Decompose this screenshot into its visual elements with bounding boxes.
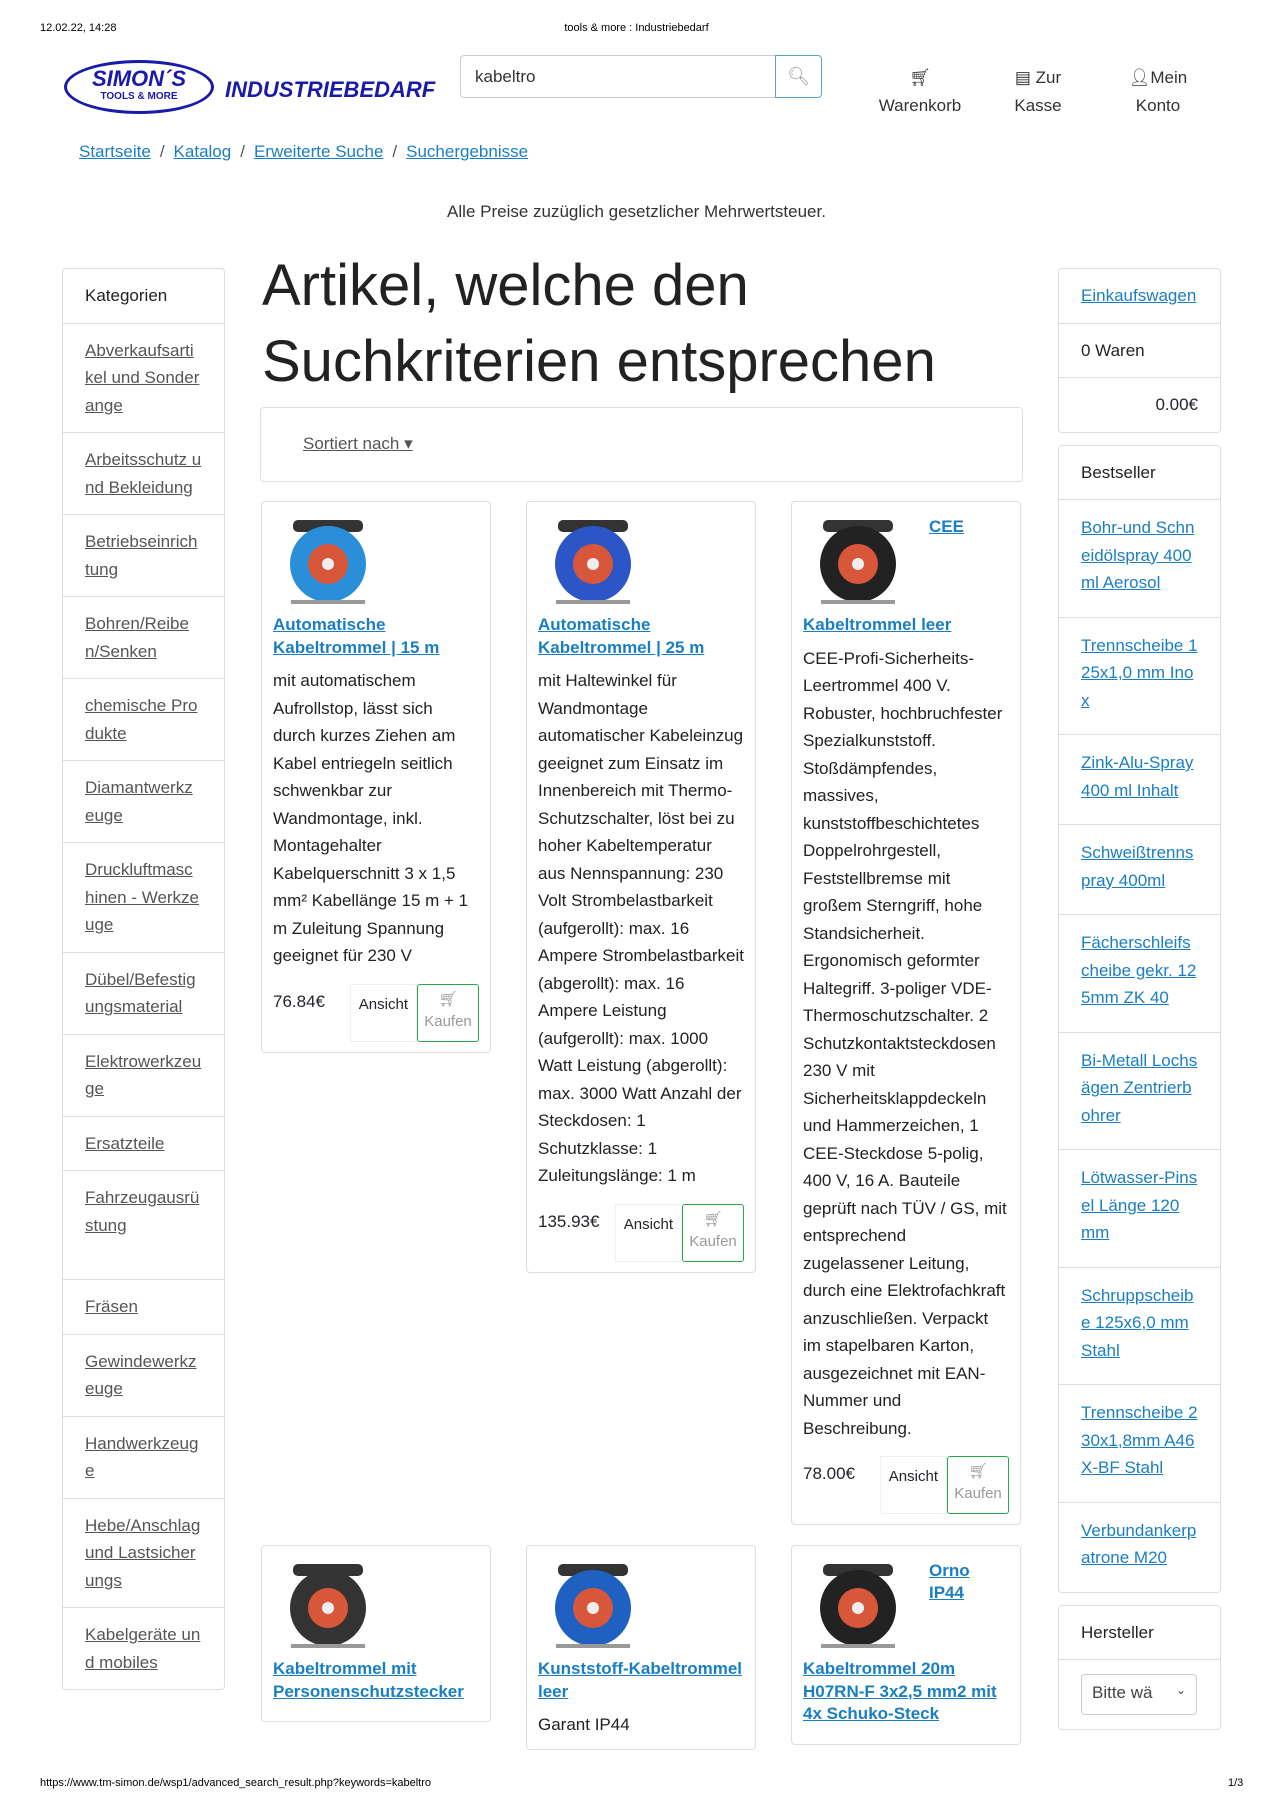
vat-note: Alle Preise zuzüglich gesetzlicher Mehrwertsteuer.	[447, 202, 826, 221]
bestseller-link[interactable]: Trennscheibe 125x1,0 mm Inox	[1081, 635, 1198, 710]
category-item[interactable]	[63, 432, 224, 514]
product-price: 76.84€	[273, 991, 325, 1011]
categories-title: Kategorien	[85, 286, 168, 305]
category-link[interactable]: Gewindewerkzeuge	[85, 1351, 197, 1398]
print-url: https://www.tm-simon.de/wsp1/advanced_search_result.php?keywords=kabeltro	[40, 1777, 432, 1789]
category-item[interactable]	[63, 1034, 224, 1116]
category-link[interactable]: Diamantwerkzeuge	[85, 778, 193, 825]
product-price: 78.00€	[803, 1464, 855, 1483]
cart-total: 0.00€	[1059, 377, 1220, 432]
category-link[interactable]: Betriebseinrichtung	[85, 532, 198, 579]
category-item[interactable]	[63, 1498, 224, 1608]
bestseller-item[interactable]	[1059, 617, 1220, 735]
cart-icon: 🛒︎	[703, 1210, 723, 1228]
sort-dropdown[interactable]: Sortiert nach ▾	[303, 434, 413, 453]
buy-button[interactable]	[417, 984, 479, 1042]
breadcrumb-katalog[interactable]: Katalog	[173, 142, 232, 161]
logo[interactable]	[64, 60, 214, 114]
category-item[interactable]	[63, 1416, 224, 1498]
view-button[interactable]: Ansicht	[615, 1204, 682, 1262]
buy-label: Kaufen	[954, 1485, 1002, 1502]
category-link[interactable]: Ersatzteile	[85, 1133, 165, 1153]
product-image[interactable]	[273, 1556, 388, 1654]
category-item[interactable]	[63, 1279, 224, 1334]
nav-cart-label: Warenkorb	[878, 96, 962, 115]
view-button[interactable]: Ansicht	[350, 984, 417, 1042]
bestseller-item[interactable]	[1059, 734, 1220, 824]
nav-checkout[interactable]	[1000, 64, 1076, 120]
bestseller-link[interactable]: Bi-Metall Lochsägen Zentrierbohrer	[1081, 1050, 1198, 1125]
product-image[interactable]	[538, 1556, 653, 1654]
category-item[interactable]	[63, 1607, 224, 1689]
product-title-link[interactable]: Kabeltrommel 20m H07RN-F 3x2,5 mm2 mit 4x Schuko-Steck	[803, 1659, 997, 1723]
buy-button[interactable]	[947, 1456, 1009, 1514]
product-title-link[interactable]: Kunststoff-Kabeltrommel leer	[538, 1659, 743, 1701]
cart-panel	[1058, 268, 1221, 433]
bestseller-link[interactable]: Trennscheibe 230x1,8mm A46X-BF Stahl	[1081, 1403, 1198, 1477]
buy-label: Kaufen	[689, 1232, 737, 1250]
nav-checkout-l2: Kasse	[1014, 96, 1062, 115]
category-link[interactable]: Hebe/Anschlag und Lastsicherungs	[85, 1515, 201, 1590]
sort-bar	[260, 407, 1023, 482]
search-button[interactable]	[775, 55, 822, 98]
categories-panel	[62, 268, 225, 1690]
print-page: 1/3	[1228, 1777, 1244, 1789]
chevron-down-icon: ⌄	[1175, 1683, 1186, 1697]
category-item[interactable]	[63, 514, 224, 596]
manufacturer-title: Hersteller	[1081, 1622, 1154, 1642]
category-item[interactable]	[63, 678, 224, 760]
breadcrumb-erweiterte-suche[interactable]: Erweiterte Suche	[253, 142, 384, 161]
category-item[interactable]	[63, 760, 224, 842]
product-card	[261, 501, 491, 1053]
product-description: Garant IP44	[538, 1715, 630, 1734]
product-title-link[interactable]: Kabeltrommel mit Personenschutzstecker	[273, 1659, 464, 1701]
nav-account-l1: Mein	[1150, 68, 1188, 87]
product-title-link[interactable]: Kabeltrommel leer	[803, 615, 952, 634]
view-button[interactable]: Ansicht	[880, 1456, 947, 1514]
breadcrumb: Startseite / Katalog / Erweiterte Suche / Suchergebnisse	[79, 142, 529, 161]
print-footer	[0, 1770, 1273, 1800]
nav-checkout-l1: Zur	[1035, 68, 1062, 87]
product-description: CEE-Profi-Sicherheits-Leertrommel 400 V. Robuster, hochbruchfester Spezialkunststoff. Stoßdämpfendes, massives, kunststoffbeschichtetes Doppelrohrgestell, Feststellbremse mit großem Sterngriff, hohe Standsicherheit. Ergonomisch geformter Haltegriff. 3-poliger VDE-Thermoschutzschalter. 2 Schutzkontaktsteckdosen 230 V mit Sicherheitsklappdeckeln und Hammerzeichen, 1 CEE-Steckdose 5-polig, 400 V, 16 A. Bauteile geprüft nach TÜV / GS, mit entsprechend zugelassener Leitung, durch eine Elektrofachkraft anzuschließen. Verpackt im stapelbaren Karton, ausgezeichnet mit EAN-Nummer und Beschreibung.	[803, 648, 1007, 1438]
cart-icon: 🛒︎	[968, 1463, 988, 1480]
bestseller-item[interactable]	[1059, 499, 1220, 617]
bestseller-item[interactable]	[1059, 824, 1220, 914]
bestseller-panel	[1058, 445, 1221, 1593]
logo-line1: SIMON´S	[91, 66, 187, 91]
category-link[interactable]: Bohren/Reiben/Senken	[85, 614, 189, 661]
category-link[interactable]: Fahrzeugausrüstung	[85, 1188, 200, 1235]
product-description: mit automatischem Aufrollstop, lässt sich durch kurzes Ziehen am Kabel entriegeln seitlich schwenkbar zur Wandmontage, inkl. Montagehalter Kabelquerschnitt 3 x 1,5 mm² Kabellänge 15 m + 1 m Zuleitung Spannung geeignet für 230 V	[273, 671, 469, 965]
category-item[interactable]	[63, 842, 224, 952]
bestseller-link[interactable]: Lötwasser-Pinsel Länge 120 mm	[1081, 1168, 1198, 1242]
bestseller-link[interactable]: Zink-Alu-Spray 400 ml Inhalt	[1081, 753, 1194, 800]
nav-cart[interactable]	[870, 64, 970, 120]
cart-link[interactable]: Einkaufswagen	[1081, 286, 1197, 305]
nav-account-l2: Konto	[1135, 96, 1181, 115]
nav-account[interactable]	[1118, 64, 1198, 120]
bestseller-item[interactable]	[1059, 1267, 1220, 1385]
logo-line2: TOOLS & MORE	[100, 91, 178, 102]
product-grid	[261, 501, 1022, 1750]
product-image[interactable]	[803, 512, 918, 610]
category-link[interactable]: Druckluftmaschinen - Werkzeuge	[85, 860, 200, 934]
buy-button[interactable]	[682, 1204, 744, 1262]
page-title: Artikel, welche den Suchkriterien entsprechen	[262, 253, 936, 394]
product-title-link[interactable]: Automatische Kabeltrommel | 25 m	[538, 615, 705, 657]
category-link[interactable]: Arbeitsschutz und Bekleidung	[85, 450, 202, 497]
category-link[interactable]: chemische Produkte	[85, 696, 198, 743]
bestseller-link[interactable]: Fächerschleifscheibe gekr. 125mm ZK 40	[1081, 933, 1197, 1007]
category-item[interactable]	[63, 952, 224, 1034]
product-brand-link[interactable]: Orno IP44	[929, 1561, 970, 1602]
print-datetime: 12.02.22, 14:28	[40, 22, 117, 34]
breadcrumb-suchergebnisse[interactable]: Suchergebnisse	[406, 142, 529, 161]
search-input[interactable]	[460, 55, 775, 98]
print-title: tools & more : Industriebedarf	[564, 22, 709, 34]
category-item[interactable]	[63, 1334, 224, 1416]
bestseller-item[interactable]	[1059, 1032, 1220, 1150]
sort-label: Sortiert nach	[303, 434, 400, 453]
product-description: mit Haltewinkel für Wandmontage automatischer Kabeleinzug geeignet zum Einsatz im Innenbereich mit Thermo-Schutzschalter, löst bei zu hoher Kabeltemperatur aus Nennspannung: 230 Volt Strombelastbarkeit (aufgerollt): max. 16 Ampere Strombelastbarkeit (abgerollt): max. 16 Ampere Leistung (aufgerollt): max. 1000 Watt Leistung (abgerollt): max. 3000 Watt Anzahl der Steckdosen: 1 Schutzklasse: 1 Zuleitungslänge: 1 m	[538, 671, 744, 1185]
bestseller-title: Bestseller	[1081, 462, 1156, 482]
product-title-link[interactable]: Automatische Kabeltrommel | 15 m	[273, 615, 440, 657]
user-icon: 👤︎	[1128, 68, 1151, 87]
category-link[interactable]: Elektrowerkzeuge	[85, 1051, 202, 1098]
product-card	[526, 501, 756, 1273]
credit-card-icon: ▤	[1014, 68, 1031, 87]
product-card	[791, 501, 1021, 1525]
manufacturer-select-value: Bitte wä	[1092, 1683, 1153, 1702]
product-image[interactable]	[538, 512, 653, 610]
category-item[interactable]	[63, 1170, 224, 1279]
product-card	[526, 1545, 756, 1750]
cart-icon: 🛒︎	[909, 68, 931, 87]
category-item[interactable]	[63, 323, 224, 433]
cart-icon: 🛒︎	[438, 990, 458, 1008]
bestseller-link[interactable]: Bohr-und Schneidölspray 400 ml Aerosol	[1081, 518, 1195, 592]
category-item[interactable]	[63, 596, 224, 678]
search-icon: 🔍︎	[787, 66, 810, 86]
category-link[interactable]: Dübel/Befestigungsmaterial	[85, 969, 196, 1016]
bestseller-link[interactable]: Verbundankerpatrone M20	[1081, 1520, 1197, 1567]
bestseller-link[interactable]: Schweißtrennspray 400ml	[1081, 843, 1194, 890]
bestseller-item[interactable]	[1059, 1502, 1220, 1592]
category-item[interactable]	[63, 1116, 224, 1171]
product-card	[791, 1545, 1021, 1745]
manufacturer-panel	[1058, 1605, 1221, 1731]
bestseller-item[interactable]	[1059, 1149, 1220, 1267]
logo-wordmark[interactable]: INDUSTRIEBEDARF	[225, 77, 436, 102]
product-brand-link[interactable]: CEE	[929, 517, 964, 536]
buy-label: Kaufen	[424, 1012, 472, 1030]
product-image[interactable]	[803, 1556, 918, 1654]
product-card	[261, 1545, 491, 1722]
bestseller-link[interactable]: Schruppscheibe 125x6,0 mm Stahl	[1081, 1285, 1194, 1360]
category-link[interactable]: Kabelgeräte und mobiles	[85, 1625, 201, 1672]
product-price: 135.93€	[538, 1211, 600, 1231]
category-link[interactable]: Fräsen	[85, 1297, 138, 1316]
manufacturer-select[interactable]	[1081, 1674, 1197, 1715]
bestseller-item[interactable]	[1059, 914, 1220, 1032]
category-link[interactable]: Handwerkzeuge	[85, 1433, 199, 1480]
bestseller-item[interactable]	[1059, 1384, 1220, 1502]
cart-count: 0 Waren	[1059, 323, 1220, 378]
breadcrumb-startseite[interactable]: Startseite	[79, 142, 151, 161]
product-image[interactable]	[273, 512, 388, 610]
right-column	[1058, 268, 1221, 1730]
search-form	[460, 55, 822, 98]
category-link[interactable]: Abverkaufsartikel und Sonderange	[85, 340, 200, 415]
